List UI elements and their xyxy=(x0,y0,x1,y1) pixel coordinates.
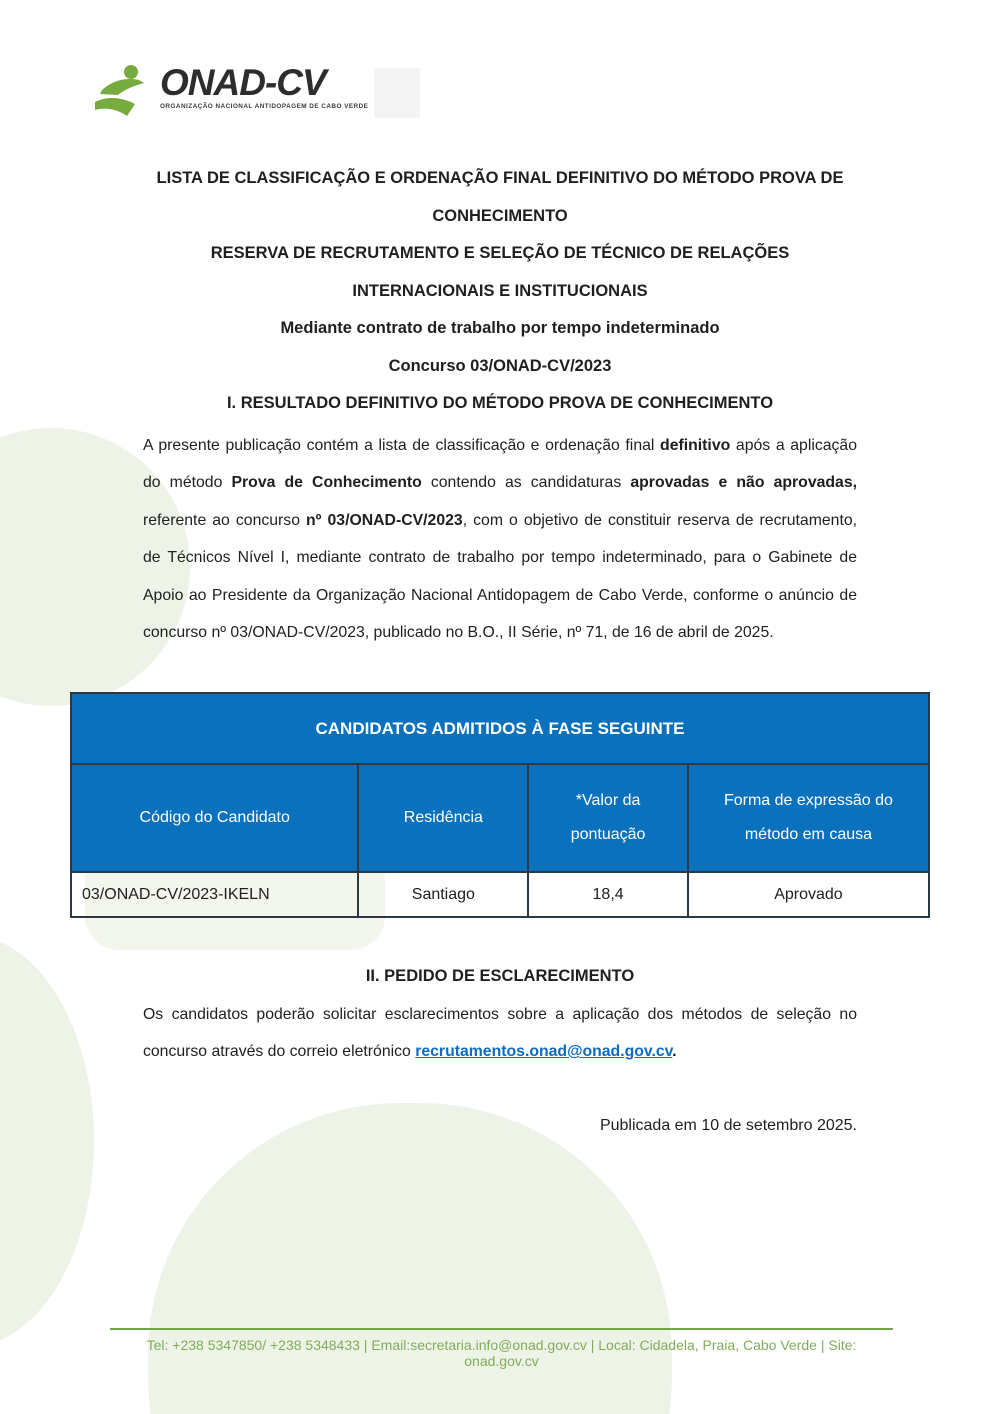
section2-heading: II. PEDIDO DE ESCLARECIMENTO xyxy=(365,967,635,986)
bold-text-run: nº 03/ONAD-CV/2023 xyxy=(306,511,463,529)
text-run: A presente publicação contém a lista de classificação e ordenação final xyxy=(143,436,661,454)
text-run: após a aplicação do método xyxy=(143,436,857,492)
heading-line: CONHECIMENTO xyxy=(432,206,568,225)
heading-line: Mediante contrato de trabalho por tempo indeterminado xyxy=(280,319,720,337)
bold-text-run: Prova de Conhecimento xyxy=(231,474,422,492)
heading-line: INTERNACIONAIS E INSTITUCIONAIS xyxy=(352,281,648,300)
column-header: Residência xyxy=(358,764,528,872)
document-heading xyxy=(70,160,930,423)
published-date: Publicada em 10 de setembro 2025. xyxy=(599,1116,857,1134)
bold-text-run: definitivo xyxy=(660,436,731,454)
text-run: referente ao concurso xyxy=(143,511,307,529)
bold-text-run: aprovadas e não aprovadas, xyxy=(630,474,857,492)
text-run: contendo as candidaturas xyxy=(421,474,631,492)
logo-background-box xyxy=(374,68,420,118)
page-footer xyxy=(110,1328,893,1369)
column-header: Forma de expressão do método em causa xyxy=(688,764,929,872)
logo-tagline-text: ORGANIZAÇÃO NACIONAL ANTIDOPAGEM DE CABO VERDE xyxy=(160,103,369,110)
column-header: *Valor da pontuação xyxy=(528,764,688,872)
heading-line: Concurso 03/ONAD-CV/2023 xyxy=(388,356,612,375)
footer-contact-text: Tel: +238 5347850/ +238 5348433 | Email:secretaria.info@onad.gov.cv | Local: Cidadela, Praia, Cabo Verde | Site: onad.gov.cv xyxy=(146,1337,857,1369)
bold-text-run: . xyxy=(672,1043,677,1061)
text-run: , com o objetivo de constituir reserva de recrutamento, de Técnicos Nível I, mediante contrato de trabalho por tempo indeterminado, para o Gabinete de Apoio ao Presidente da Organização Nacional Antidopagem de Cabo Verde, conforme o anúncio de concurso nº 03/ONAD-CV/2023, publicado no B.O., II Série, nº 71, de 16 de abril de 2025. xyxy=(143,511,858,642)
logo-brand-text: ONAD-CV xyxy=(160,62,326,103)
candidates-table xyxy=(70,692,930,918)
table-cell: Aprovado xyxy=(688,872,929,917)
heading-line: I. RESULTADO DEFINITIVO DO MÉTODO PROVA DE CONHECIMENTO xyxy=(226,394,774,412)
table-header-row xyxy=(71,764,929,872)
table-body xyxy=(71,872,929,917)
runner-figure-icon xyxy=(94,64,152,118)
heading-line: LISTA DE CLASSIFICAÇÃO E ORDENAÇÃO FINAL DEFINITIVO DO MÉTODO PROVA DE xyxy=(156,169,844,187)
table-cell: 18,4 xyxy=(528,872,688,917)
email-link[interactable]: recrutamentos.onad@onad.gov.cv xyxy=(415,1043,673,1061)
table-cell: 03/ONAD-CV/2023-IKELN xyxy=(71,872,358,917)
section2-paragraph xyxy=(143,996,857,1071)
heading-line: RESERVA DE RECRUTAMENTO E SELEÇÃO DE TÉCNICO DE RELAÇÕES xyxy=(210,244,790,262)
text-run: Os candidatos poderão solicitar esclarecimentos sobre a aplicação dos métodos de seleção no concurso através do correio eletrónico xyxy=(143,1005,857,1061)
intro-paragraph xyxy=(143,427,857,653)
onad-logo xyxy=(94,64,930,120)
table-row xyxy=(71,872,929,917)
table-cell: Santiago xyxy=(358,872,528,917)
column-header: Código do Candidato xyxy=(71,764,358,872)
table-banner: CANDIDATOS ADMITIDOS À FASE SEGUINTE xyxy=(71,693,929,764)
